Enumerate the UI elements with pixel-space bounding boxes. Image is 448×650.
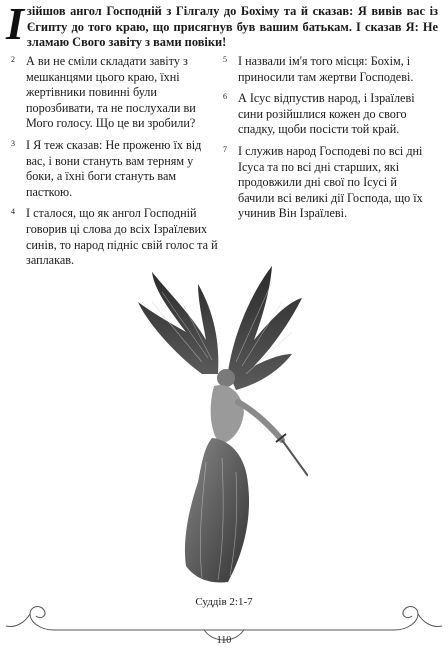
page-number: 110: [216, 635, 232, 646]
verse: [11, 206, 218, 268]
verse-number: 6: [223, 92, 227, 102]
intro-paragraph: [6, 0, 438, 51]
verse-text: А Ісус відпустив народ, і Ізраїлеві сини розійшлися кожен до свого спадку, щоби посісти той край.: [238, 91, 415, 137]
verse: [223, 54, 434, 85]
verse-number: 4: [11, 207, 15, 217]
verse-number: 3: [11, 138, 15, 148]
angel-illustration: [132, 262, 308, 588]
scripture-reference: Суддів 2:1-7: [195, 596, 253, 608]
verse-number: 7: [223, 144, 227, 154]
right-column: [223, 54, 434, 228]
verse: [223, 91, 434, 138]
verse: [223, 143, 434, 222]
verse-number: 5: [223, 55, 227, 64]
verse-text: І назвали ім'я того місця: Бохім, і приносили там жертви Господеві.: [238, 54, 414, 84]
intro-text: зійшов ангол Господній з Гілгалу до Бохіму та й сказав: Я вивів вас із Єгипту до того краю, що присягнув був вашим батькам. І сказав Я: Не зламаю Свого завіту з вами повіки!: [26, 4, 438, 49]
verse: [11, 54, 218, 132]
verse: [11, 137, 218, 200]
drop-cap: І: [6, 0, 24, 49]
verse-text: І Я теж сказав: Не проженю їх від вас, і вони стануть вам терням у боки, а їхні боги стануть вам пасткою.: [26, 137, 202, 199]
verse-text: А ви не сміли складати завіту з мешканцями цього краю, їхні жертівники повинні були порозбивати, та не послухали ви Мого голосу. Що це ви зробили?: [26, 54, 196, 131]
verse-text: І служив народ Господеві по всі дні Ісуса та по всі дні старших, які продовжили дні свої по Ісусі й бачили всі великі дії Господа, що їх учинив Він Ізраїлеві.: [238, 143, 423, 221]
left-column: [11, 54, 218, 275]
verse-number: 2: [11, 55, 15, 64]
verse-text: І сталося, що як ангол Господній говорив ці слова до всіх Ізраїлевих синів, то народ підніс свій голос та й заплакав.: [26, 206, 218, 268]
